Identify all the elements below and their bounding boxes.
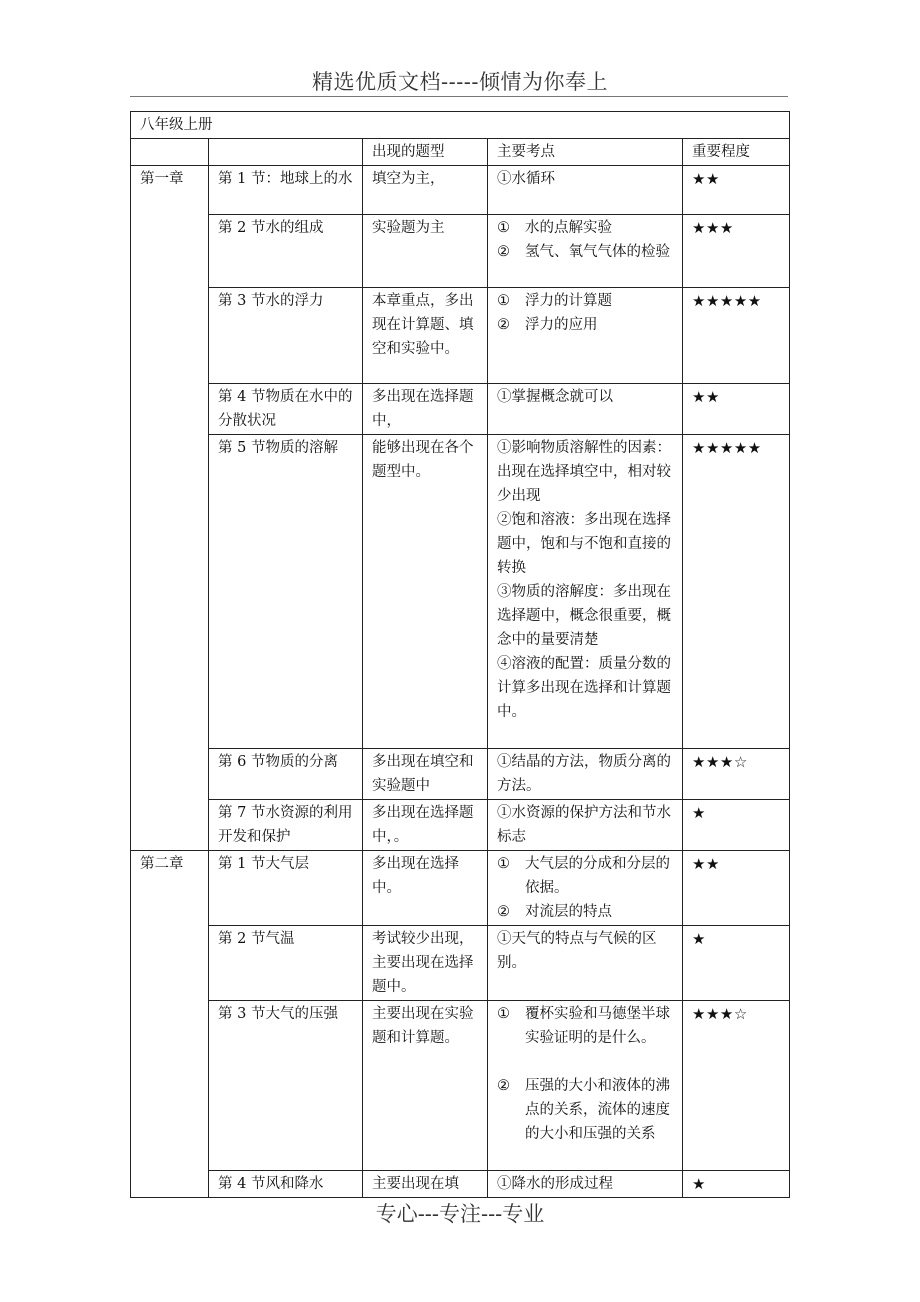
- points-cell: [488, 1001, 683, 1171]
- section-cell: 第 6 节物质的分离: [209, 749, 363, 800]
- point-item: ②饱和溶液：多出现在选择题中，饱和与不饱和直接的转换: [497, 512, 671, 576]
- point-text: 大气层的分成和分层的依据。: [525, 856, 670, 896]
- point-text: 水的点解实验: [525, 220, 612, 236]
- type-cell: 多出现在选择题中，。: [363, 800, 488, 851]
- type-cell: 实验题为主: [363, 215, 488, 288]
- page-header: 精选优质文档-----倾情为你奉上: [312, 70, 608, 94]
- type-cell: 主要出现在实验题和计算题。: [363, 1001, 488, 1171]
- importance-stars: ★★★★★: [683, 288, 790, 384]
- importance-stars: ★★: [683, 851, 790, 926]
- importance-stars: ★★: [683, 384, 790, 435]
- point-item: [497, 289, 674, 313]
- table-row: [131, 215, 790, 288]
- point-item: ③物质的溶解度：多出现在选择题中，概念很重要，概念中的量要清楚: [497, 584, 671, 648]
- type-cell: 本章重点，多出现在计算题、填空和实验中。: [363, 288, 488, 384]
- syllabus-table: [130, 111, 790, 1198]
- section-cell: 第 4 节风和降水: [209, 1171, 363, 1198]
- table-row: [131, 851, 790, 926]
- type-cell: 填空为主，: [363, 166, 488, 215]
- section-cell: 第 3 节大气的压强: [209, 1001, 363, 1171]
- points-cell: [488, 435, 683, 749]
- type-cell: 考试较少出现，主要出现在选择题中。: [363, 926, 488, 1001]
- point-text: 浮力的计算题: [525, 293, 612, 309]
- point-item: [497, 313, 674, 337]
- section-cell: 第 3 节水的浮力: [209, 288, 363, 384]
- importance-stars: ★★★★★: [683, 435, 790, 749]
- importance-stars: ★★★☆: [683, 1001, 790, 1171]
- type-cell: 多出现在选择中。: [363, 851, 488, 926]
- importance-stars: ★: [683, 800, 790, 851]
- point-marker: ②: [497, 904, 510, 920]
- point-item: [497, 852, 674, 900]
- type-cell: 主要出现在填: [363, 1171, 488, 1198]
- header-key-points: 主要考点: [488, 139, 683, 166]
- point-marker: ①: [497, 293, 510, 309]
- points-cell: [488, 851, 683, 926]
- importance-stars: ★★★☆: [683, 749, 790, 800]
- points-cell: ①水资源的保护方法和节水标志: [488, 800, 683, 851]
- header-cell: [131, 139, 209, 166]
- type-cell: 多出现在选择题中，: [363, 384, 488, 435]
- point-text: 氢气、氧气气体的检验: [525, 244, 670, 260]
- table-row: [131, 435, 790, 749]
- points-cell: ①水循环: [488, 166, 683, 215]
- section-cell: 第 2 节水的组成: [209, 215, 363, 288]
- table-row: [131, 384, 790, 435]
- table-row: [131, 288, 790, 384]
- point-text: 覆杯实验和马德堡半球实验证明的是什么。: [525, 1006, 670, 1046]
- page-footer: 专心---专注---专业: [375, 1202, 545, 1226]
- point-item: [497, 1074, 674, 1146]
- type-cell: 多出现在填空和实验题中: [363, 749, 488, 800]
- point-text: 浮力的应用: [525, 317, 598, 333]
- points-cell: [488, 288, 683, 384]
- section-cell: 第 2 节气温: [209, 926, 363, 1001]
- section-cell: 第 5 节物质的溶解: [209, 435, 363, 749]
- header-cell: [209, 139, 363, 166]
- importance-stars: ★★: [683, 166, 790, 215]
- point-text: 压强的大小和液体的沸点的关系，流体的速度的大小和压强的关系: [525, 1078, 670, 1142]
- points-cell: ①结晶的方法，物质分离的方法。: [488, 749, 683, 800]
- point-item: [497, 240, 674, 264]
- points-cell: [488, 215, 683, 288]
- point-marker: ②: [497, 244, 510, 260]
- header-divider: [130, 96, 788, 97]
- table-row: [131, 166, 790, 215]
- point-item: [497, 216, 674, 240]
- importance-stars: ★: [683, 1171, 790, 1198]
- importance-stars: ★: [683, 926, 790, 1001]
- table-row: [131, 1171, 790, 1198]
- point-marker: ①: [497, 856, 510, 872]
- point-item: [497, 1002, 674, 1050]
- section-cell: 第 4 节物质在水中的分散状况: [209, 384, 363, 435]
- header-question-type: 出现的题型: [363, 139, 488, 166]
- point-marker: ②: [497, 1078, 510, 1094]
- type-cell: 能够出现在各个题型中。: [363, 435, 488, 749]
- point-item: ①影响物质溶解性的因素：出现在选择填空中，相对较少出现: [497, 440, 671, 504]
- table-row: [131, 800, 790, 851]
- point-marker: ①: [497, 1006, 510, 1022]
- point-marker: ①: [497, 220, 510, 236]
- chapter-label: 第二章: [131, 851, 209, 1198]
- points-cell: ①掌握概念就可以: [488, 384, 683, 435]
- section-cell: 第 1 节大气层: [209, 851, 363, 926]
- chapter-label: 第一章: [131, 166, 209, 851]
- points-cell: ①降水的形成过程: [488, 1171, 683, 1198]
- point-item: [497, 900, 674, 924]
- table-title: 八年级上册: [131, 112, 790, 139]
- table-row: [131, 749, 790, 800]
- point-text: 对流层的特点: [525, 904, 612, 920]
- point-item: ④溶液的配置：质量分数的计算多出现在选择和计算题中。: [497, 656, 671, 720]
- point-marker: ②: [497, 317, 510, 333]
- table-row: [131, 926, 790, 1001]
- table-row: [131, 1001, 790, 1171]
- section-cell: 第 1 节：地球上的水: [209, 166, 363, 215]
- points-cell: ①天气的特点与气候的区别。: [488, 926, 683, 1001]
- importance-stars: ★★★: [683, 215, 790, 288]
- header-importance: 重要程度: [683, 139, 790, 166]
- section-cell: 第 7 节水资源的利用开发和保护: [209, 800, 363, 851]
